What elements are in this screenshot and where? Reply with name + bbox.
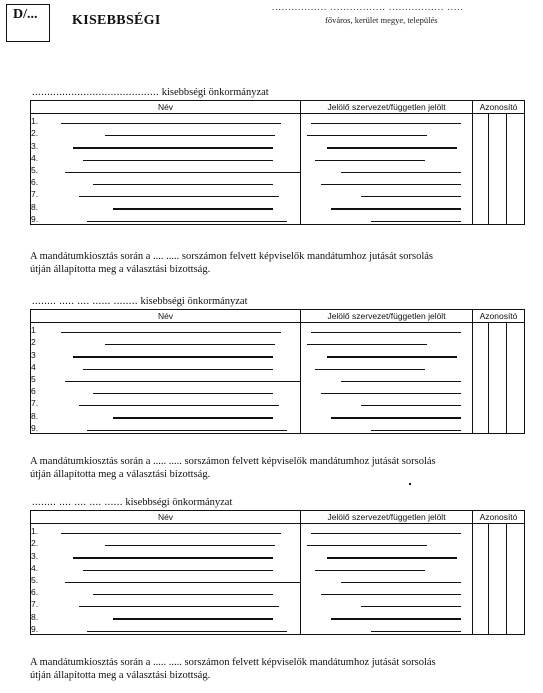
candidate-row: [31, 199, 525, 211]
id-digit-field[interactable]: [473, 573, 489, 585]
candidate-row: [31, 126, 525, 138]
id-digit-field[interactable]: [489, 548, 507, 560]
id-digit-field[interactable]: [489, 384, 507, 396]
id-digit-field[interactable]: [473, 536, 489, 548]
name-fill-line: [105, 135, 275, 136]
org-fill-line: [341, 172, 461, 173]
candidate-name-field[interactable]: [43, 597, 301, 609]
id-digit-field[interactable]: [473, 138, 489, 150]
id-digit-field[interactable]: [489, 396, 507, 408]
nominating-org-field[interactable]: [301, 199, 473, 211]
candidate-row: [31, 396, 525, 408]
candidate-name-field[interactable]: [43, 408, 301, 420]
nominating-org-field[interactable]: [301, 573, 473, 585]
nominating-org-field[interactable]: [301, 114, 473, 127]
candidate-name-field[interactable]: [43, 347, 301, 359]
id-digit-field[interactable]: [473, 561, 489, 573]
row-number: 1: [31, 323, 43, 336]
name-fill-line: [61, 332, 281, 333]
header-label: kisebbségi önkormányzat: [140, 296, 248, 307]
candidate-row: [31, 114, 525, 127]
org-fill-line: [315, 570, 425, 571]
id-digit-field[interactable]: [507, 536, 525, 548]
id-digit-field[interactable]: [489, 335, 507, 347]
id-digit-field[interactable]: [473, 421, 489, 434]
nominating-org-field[interactable]: [301, 212, 473, 225]
id-digit-field[interactable]: [489, 408, 507, 420]
name-fill-line: [113, 618, 273, 619]
candidate-name-field[interactable]: [43, 199, 301, 211]
candidate-name-field[interactable]: [43, 335, 301, 347]
name-fill-line: [93, 594, 273, 595]
id-digit-field[interactable]: [507, 622, 525, 635]
id-digit-field[interactable]: [473, 622, 489, 635]
lottery-note-3: [30, 656, 540, 682]
id-digit-field[interactable]: [473, 384, 489, 396]
id-digit-field[interactable]: [489, 561, 507, 573]
id-column-header: Azonosító: [473, 101, 525, 114]
id-digit-field[interactable]: [473, 114, 489, 127]
id-digit-field[interactable]: [473, 126, 489, 138]
org-fill-line: [361, 196, 461, 197]
name-column-header: Név: [31, 511, 301, 524]
org-column-header: Jelölő szervezet/független jelölt: [301, 310, 473, 323]
id-digit-field[interactable]: [507, 585, 525, 597]
org-fill-line: [331, 417, 461, 418]
row-number: 9.: [31, 212, 43, 225]
id-digit-field[interactable]: [507, 360, 525, 372]
nominating-org-field[interactable]: [301, 585, 473, 597]
id-digit-field[interactable]: [473, 163, 489, 175]
id-digit-field[interactable]: [489, 138, 507, 150]
org-fill-line: [307, 545, 427, 546]
section-header: [30, 86, 524, 100]
location-fill-line: ................. ................. ................. .....: [272, 2, 464, 12]
org-fill-line: [311, 533, 461, 534]
name-fill-line: [61, 533, 281, 534]
row-number: 5.: [31, 573, 43, 585]
row-number: 5: [31, 372, 43, 384]
lottery-note-1: [30, 250, 540, 276]
name-fill-line: [93, 393, 273, 394]
id-digit-field[interactable]: [473, 347, 489, 359]
org-fill-line: [327, 147, 457, 148]
row-number: 8.: [31, 609, 43, 621]
row-number: 8.: [31, 408, 43, 420]
candidate-name-field[interactable]: [43, 609, 301, 621]
id-digit-field[interactable]: [489, 585, 507, 597]
id-column-header: Azonosító: [473, 310, 525, 323]
form-code: D/...: [13, 7, 38, 22]
name-fill-line: [113, 417, 273, 418]
nominating-org-field[interactable]: [301, 396, 473, 408]
nominating-org-field[interactable]: [301, 524, 473, 537]
candidate-name-field[interactable]: [43, 396, 301, 408]
form-code-box: [6, 4, 50, 42]
nominating-org-field[interactable]: [301, 561, 473, 573]
org-fill-line: [307, 344, 427, 345]
nominating-org-field[interactable]: [301, 384, 473, 396]
id-digit-field[interactable]: [489, 524, 507, 537]
org-fill-line: [321, 184, 461, 185]
note-line-1: A mandátumkiosztás során a ..... ..... sorszámon felvett képviselők mandátumhoz jutását sorsolás: [30, 456, 436, 467]
id-digit-field[interactable]: [507, 163, 525, 175]
candidate-row: [31, 421, 525, 434]
header-dots: ..........................................: [32, 87, 160, 98]
row-number: 3: [31, 347, 43, 359]
name-column-header: Név: [31, 310, 301, 323]
candidate-row: [31, 408, 525, 420]
id-digit-field[interactable]: [507, 524, 525, 537]
name-fill-line: [83, 160, 273, 161]
id-digit-field[interactable]: [489, 622, 507, 635]
candidate-row: [31, 536, 525, 548]
id-digit-field[interactable]: [473, 212, 489, 225]
nominating-org-field[interactable]: [301, 597, 473, 609]
id-digit-field[interactable]: [489, 360, 507, 372]
org-fill-line: [315, 369, 425, 370]
id-digit-field[interactable]: [489, 536, 507, 548]
id-digit-field[interactable]: [507, 609, 525, 621]
candidate-row: [31, 372, 525, 384]
candidate-row: [31, 561, 525, 573]
nominating-org-field[interactable]: [301, 609, 473, 621]
org-fill-line: [315, 160, 425, 161]
nominating-org-field[interactable]: [301, 536, 473, 548]
candidate-row: [31, 524, 525, 537]
row-number: 4: [31, 360, 43, 372]
id-column-header: Azonosító: [473, 511, 525, 524]
nominating-org-field[interactable]: [301, 360, 473, 372]
candidate-name-field[interactable]: [43, 384, 301, 396]
row-number: 2: [31, 335, 43, 347]
location-caption: főváros, kerület megye, település: [325, 15, 438, 25]
row-number: 1.: [31, 114, 43, 127]
org-fill-line: [341, 582, 461, 583]
id-digit-field[interactable]: [507, 421, 525, 434]
id-digit-field[interactable]: [507, 138, 525, 150]
id-digit-field[interactable]: [507, 126, 525, 138]
id-digit-field[interactable]: [507, 335, 525, 347]
org-fill-line: [311, 332, 461, 333]
nominating-org-field[interactable]: [301, 163, 473, 175]
id-digit-field[interactable]: [489, 187, 507, 199]
nominating-org-field[interactable]: [301, 548, 473, 560]
id-digit-field[interactable]: [507, 396, 525, 408]
id-digit-field[interactable]: [489, 114, 507, 127]
id-digit-field[interactable]: [489, 151, 507, 163]
id-digit-field[interactable]: [489, 597, 507, 609]
id-digit-field[interactable]: [473, 187, 489, 199]
name-fill-line: [113, 208, 273, 209]
row-number: 8.: [31, 199, 43, 211]
candidate-name-field[interactable]: [43, 524, 301, 537]
note-line-2: útján állapította meg a választási bizottság.: [30, 469, 211, 480]
id-digit-field[interactable]: [507, 199, 525, 211]
name-fill-line: [87, 631, 287, 632]
row-number: 6.: [31, 175, 43, 187]
id-digit-field[interactable]: [507, 347, 525, 359]
candidate-name-field[interactable]: [43, 573, 301, 585]
candidate-row: [31, 151, 525, 163]
stray-mark: [409, 483, 411, 485]
name-fill-line: [87, 221, 287, 222]
name-fill-line: [83, 570, 273, 571]
candidate-name-field[interactable]: [43, 126, 301, 138]
id-digit-field[interactable]: [473, 585, 489, 597]
candidate-row: [31, 585, 525, 597]
name-fill-line: [73, 557, 273, 558]
nominating-org-field[interactable]: [301, 622, 473, 635]
id-digit-field[interactable]: [473, 548, 489, 560]
nominating-org-field[interactable]: [301, 323, 473, 336]
id-digit-field[interactable]: [473, 151, 489, 163]
candidate-row: [31, 360, 525, 372]
row-number: 7.: [31, 396, 43, 408]
id-digit-field[interactable]: [507, 408, 525, 420]
org-fill-line: [321, 594, 461, 595]
org-fill-line: [311, 123, 461, 124]
row-number: 2.: [31, 536, 43, 548]
name-fill-line: [65, 582, 301, 583]
name-fill-line: [73, 147, 273, 148]
candidate-name-field[interactable]: [43, 372, 301, 384]
name-fill-line: [93, 184, 273, 185]
id-digit-field[interactable]: [473, 396, 489, 408]
note-line-1: A mandátumkiosztás során a ..... ..... sorszámon felvett képviselők mandátumhoz jutását sorsolás: [30, 657, 436, 668]
id-digit-field[interactable]: [489, 609, 507, 621]
id-digit-field[interactable]: [507, 548, 525, 560]
header-label: kisebbségi önkormányzat: [125, 497, 233, 508]
name-fill-line: [65, 381, 301, 382]
id-digit-field[interactable]: [473, 609, 489, 621]
minority-section-1: [30, 86, 524, 225]
id-digit-field[interactable]: [489, 212, 507, 225]
candidate-name-field[interactable]: [43, 212, 301, 225]
row-number: 7.: [31, 597, 43, 609]
name-column-header: Név: [31, 101, 301, 114]
minority-section-3: [30, 496, 524, 635]
candidate-row: [31, 138, 525, 150]
id-digit-field[interactable]: [473, 175, 489, 187]
id-digit-field[interactable]: [507, 372, 525, 384]
nominating-org-field[interactable]: [301, 151, 473, 163]
id-digit-field[interactable]: [473, 408, 489, 420]
org-fill-line: [327, 356, 457, 357]
candidate-name-field[interactable]: [43, 585, 301, 597]
id-digit-field[interactable]: [507, 151, 525, 163]
candidate-name-field[interactable]: [43, 548, 301, 560]
org-fill-line: [327, 557, 457, 558]
id-digit-field[interactable]: [473, 524, 489, 537]
candidate-row: [31, 573, 525, 585]
id-digit-field[interactable]: [489, 421, 507, 434]
section-header: [30, 496, 524, 510]
org-fill-line: [331, 208, 461, 209]
row-number: 6.: [31, 585, 43, 597]
id-digit-field[interactable]: [489, 323, 507, 336]
note-line-2: útján állapította meg a választási bizottság.: [30, 670, 211, 681]
row-number: 5.: [31, 163, 43, 175]
note-line-2: útján állapította meg a választási bizottság.: [30, 264, 211, 275]
candidate-table: [30, 309, 525, 434]
id-digit-field[interactable]: [507, 384, 525, 396]
id-digit-field[interactable]: [473, 597, 489, 609]
candidate-name-field[interactable]: [43, 187, 301, 199]
candidate-row: [31, 187, 525, 199]
header-dots: ........ ..... .... ...... ........: [32, 296, 138, 307]
id-digit-field[interactable]: [507, 175, 525, 187]
candidate-row: [31, 323, 525, 336]
org-fill-line: [341, 381, 461, 382]
candidate-name-field[interactable]: [43, 175, 301, 187]
row-number: 9.: [31, 421, 43, 434]
org-column-header: Jelölő szervezet/független jelölt: [301, 511, 473, 524]
header-label: kisebbségi önkormányzat: [161, 87, 269, 98]
form-title: KISEBBSÉGI: [72, 13, 161, 28]
candidate-row: [31, 163, 525, 175]
section-header: [30, 295, 524, 309]
candidate-row: [31, 175, 525, 187]
nominating-org-field[interactable]: [301, 335, 473, 347]
org-fill-line: [371, 631, 461, 632]
row-number: 9.: [31, 622, 43, 635]
name-fill-line: [65, 172, 301, 173]
candidate-name-field[interactable]: [43, 561, 301, 573]
id-digit-field[interactable]: [507, 323, 525, 336]
nominating-org-field[interactable]: [301, 372, 473, 384]
org-column-header: Jelölő szervezet/független jelölt: [301, 101, 473, 114]
name-fill-line: [61, 123, 281, 124]
candidate-row: [31, 384, 525, 396]
candidate-row: [31, 335, 525, 347]
row-number: 2.: [31, 126, 43, 138]
nominating-org-field[interactable]: [301, 175, 473, 187]
id-digit-field[interactable]: [489, 573, 507, 585]
candidate-row: [31, 212, 525, 225]
id-digit-field[interactable]: [507, 187, 525, 199]
candidate-name-field[interactable]: [43, 138, 301, 150]
id-digit-field[interactable]: [489, 372, 507, 384]
name-fill-line: [87, 430, 287, 431]
id-digit-field[interactable]: [473, 372, 489, 384]
org-fill-line: [371, 221, 461, 222]
row-number: 4.: [31, 151, 43, 163]
org-fill-line: [331, 618, 461, 619]
id-digit-field[interactable]: [489, 163, 507, 175]
id-digit-field[interactable]: [489, 347, 507, 359]
candidate-name-field[interactable]: [43, 536, 301, 548]
nominating-org-field[interactable]: [301, 408, 473, 420]
nominating-org-field[interactable]: [301, 347, 473, 359]
row-number: 7.: [31, 187, 43, 199]
candidate-row: [31, 597, 525, 609]
id-digit-field[interactable]: [473, 335, 489, 347]
nominating-org-field[interactable]: [301, 126, 473, 138]
name-fill-line: [79, 405, 279, 406]
candidate-table: [30, 510, 525, 635]
org-fill-line: [307, 135, 427, 136]
candidate-row: [31, 609, 525, 621]
name-fill-line: [83, 369, 273, 370]
candidate-name-field[interactable]: [43, 151, 301, 163]
name-fill-line: [105, 344, 275, 345]
candidate-row: [31, 347, 525, 359]
candidate-name-field[interactable]: [43, 163, 301, 175]
name-fill-line: [73, 356, 273, 357]
row-number: 3.: [31, 138, 43, 150]
candidate-row: [31, 548, 525, 560]
candidate-table: [30, 100, 525, 225]
minority-section-2: [30, 295, 524, 434]
candidate-name-field[interactable]: [43, 421, 301, 434]
nominating-org-field[interactable]: [301, 138, 473, 150]
id-digit-field[interactable]: [489, 199, 507, 211]
id-digit-field[interactable]: [473, 199, 489, 211]
candidate-name-field[interactable]: [43, 323, 301, 336]
candidate-name-field[interactable]: [43, 622, 301, 635]
candidate-row: [31, 622, 525, 635]
lottery-note-2: [30, 455, 540, 481]
nominating-org-field[interactable]: [301, 421, 473, 434]
name-fill-line: [79, 196, 279, 197]
row-number: 4.: [31, 561, 43, 573]
name-fill-line: [79, 606, 279, 607]
id-digit-field[interactable]: [489, 175, 507, 187]
id-digit-field[interactable]: [507, 212, 525, 225]
org-fill-line: [361, 606, 461, 607]
org-fill-line: [361, 405, 461, 406]
note-line-1: A mandátumkiosztás során a .... ..... sorszámon felvett képviselők mandátumhoz jutását sorsolás: [30, 251, 433, 262]
row-number: 1.: [31, 524, 43, 537]
org-fill-line: [321, 393, 461, 394]
id-digit-field[interactable]: [507, 114, 525, 127]
id-digit-field[interactable]: [489, 126, 507, 138]
id-digit-field[interactable]: [473, 323, 489, 336]
row-number: 6: [31, 384, 43, 396]
id-digit-field[interactable]: [507, 561, 525, 573]
nominating-org-field[interactable]: [301, 187, 473, 199]
id-digit-field[interactable]: [507, 573, 525, 585]
header-dots: ........ .... .... .... ......: [32, 497, 123, 508]
org-fill-line: [371, 430, 461, 431]
row-number: 3.: [31, 548, 43, 560]
candidate-name-field[interactable]: [43, 114, 301, 127]
candidate-name-field[interactable]: [43, 360, 301, 372]
id-digit-field[interactable]: [507, 597, 525, 609]
name-fill-line: [105, 545, 275, 546]
id-digit-field[interactable]: [473, 360, 489, 372]
